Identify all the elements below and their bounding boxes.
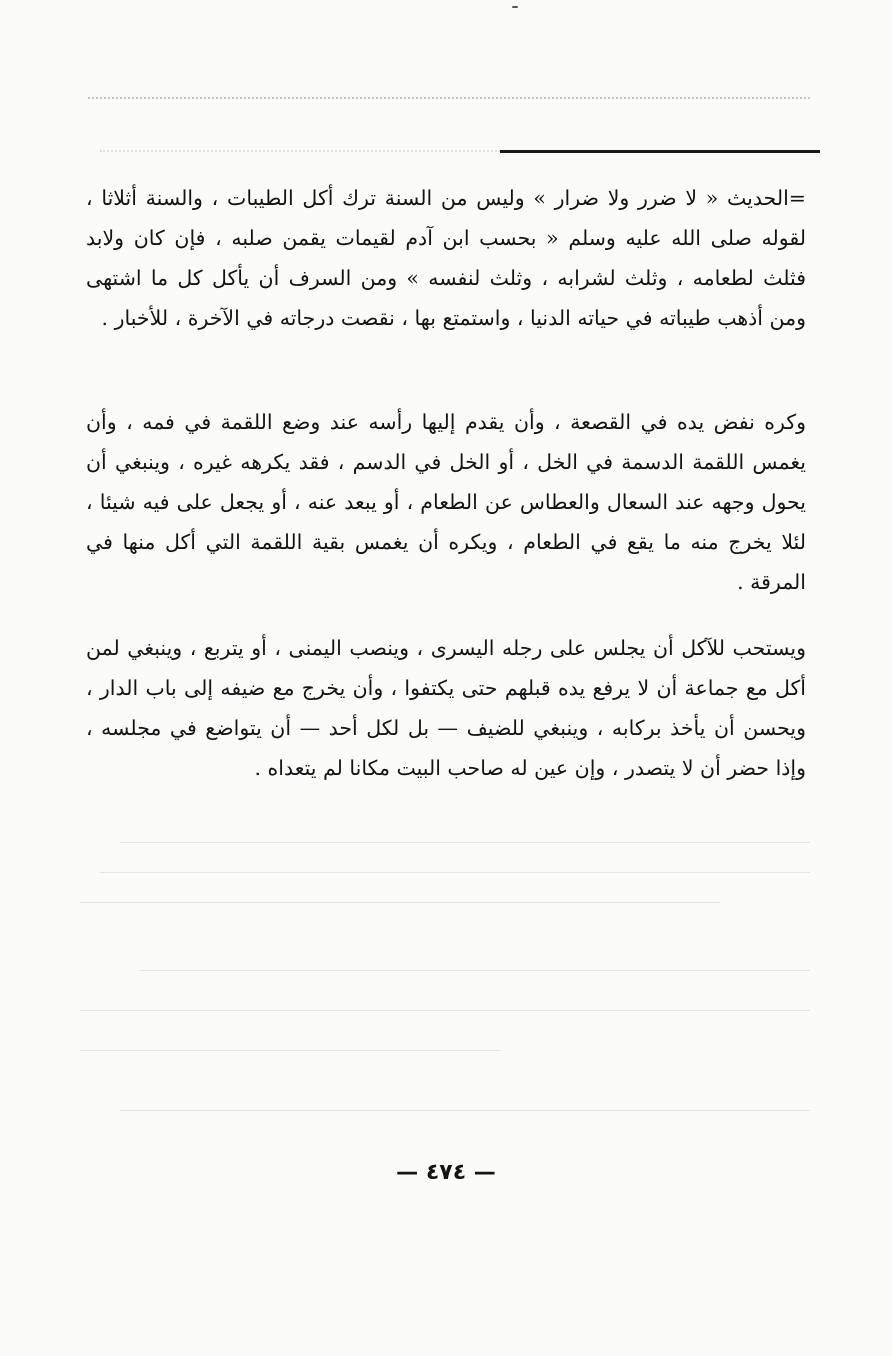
show-through-line: [120, 1100, 810, 1111]
paragraph-2: وكره نفض يده في القصعة ، وأن يقدم إليها رأسه عند وضع اللقمة في فمه ، وأن يغمس اللقمة الدسمة في الخل ، أو الخل في الدسم ، فقد يكرهه غيره ، وينبغي أن يحول وجهه عند السعال والعطاس عن الطعام ، أو يبعد عنه ، أو يجعل على فيه شيئا ، لئلا يخرج منه ما يقع في الطعام ، ويكره أن يغمس بقية اللقمة التي أكل منها في المرقة .: [86, 410, 806, 594]
show-through-line: [80, 1000, 810, 1011]
scan-speck: [512, 6, 518, 8]
page-number: — ٤٧٤ —: [396, 1160, 496, 1185]
show-through-line: [88, 97, 810, 101]
footnote-separator-rule: [500, 150, 820, 153]
show-through-line: [80, 1040, 500, 1051]
show-through-line: [100, 862, 810, 873]
show-through-line: [100, 150, 500, 154]
paragraph-3: ويستحب للآكل أن يجلس على رجله اليسرى ، وينصب اليمنى ، أو يتربع ، وينبغي لمن أكل مع جماعة أن لا يرفع يده قبلهم حتى يكتفوا ، وأن يخرج مع ضيفه إلى باب الدار ، ويحسن أن يأخذ بركابه ، وينبغي للضيف — بل لكل أحد — أن يتواضع في مجلسه ، وإذا حضر أن لا يتصدر ، وإن عين له صاحب البيت مكانا لم يتعداه .: [86, 636, 806, 780]
show-through-line: [120, 832, 810, 843]
show-through-line: [140, 960, 810, 971]
paragraph-1: =الحديث « لا ضرر ولا ضرار » وليس من السنة ترك أكل الطيبات ، والسنة أثلاثا ، لقوله صلى الله عليه وسلم « بحسب ابن آدم لقيمات يقمن صلبه ، فإن كان ولابد فثلث لطعامه ، وثلث لشرابه ، وثلث لنفسه » ومن السرف أن يأكل كل ما اشتهى ومن أذهب طيباته في حياته الدنيا ، واستمتع بها ، نقصت درجاته في الآخرة ، للأخبار .: [86, 186, 806, 330]
show-through-line: [80, 892, 720, 903]
